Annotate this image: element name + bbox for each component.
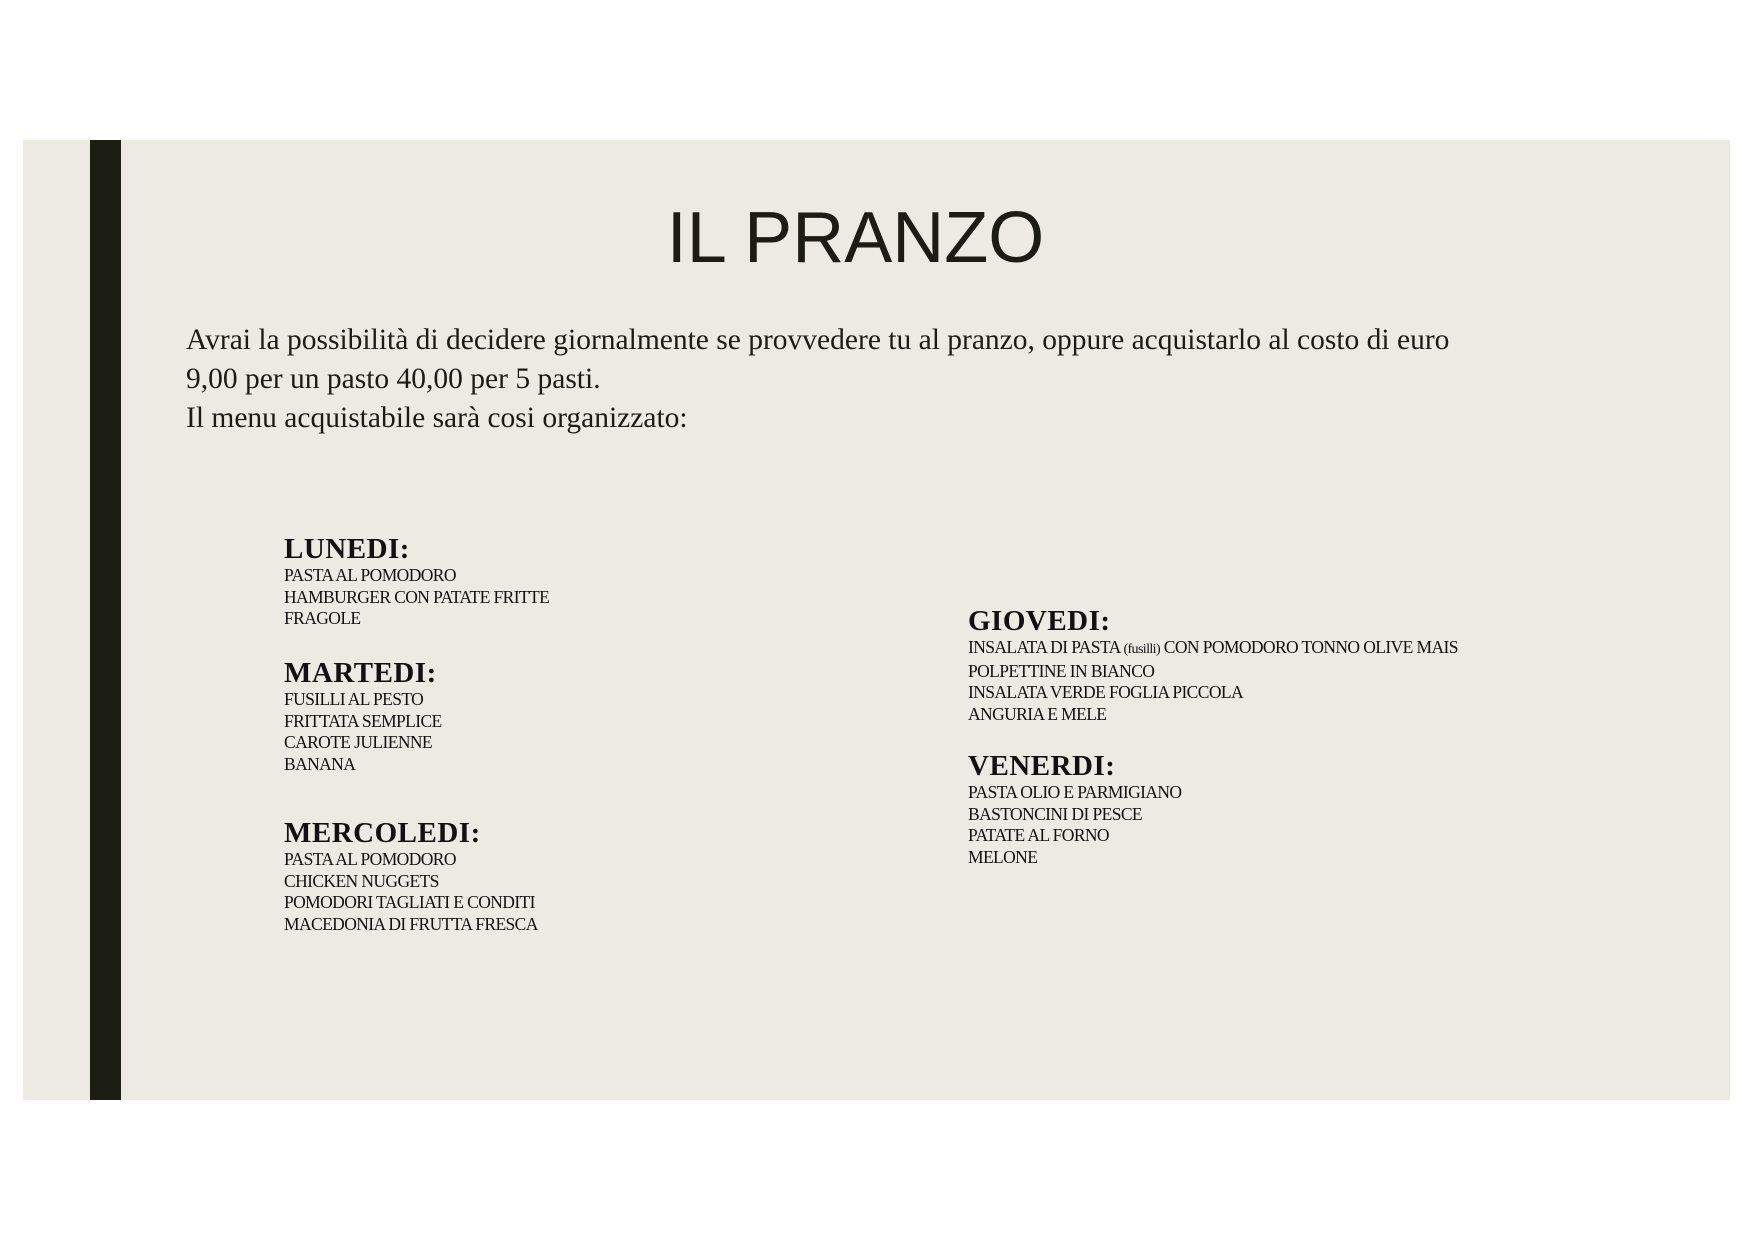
list-item: POMODORI TAGLIATI E CONDITI [284,892,535,912]
list-item: PATATE AL FORNO [968,825,1109,845]
item-text: INSALATA DI PASTA [968,637,1124,657]
list-item: PASTA AL POMODORO [284,565,456,585]
list-item: CAROTE JULIENNE [284,732,432,752]
day-items-venerdi [968,782,1181,868]
day-block-martedi [284,657,442,775]
day-title-giovedi: GIOVEDI: [968,605,1111,637]
day-title-mercoledi: MERCOLEDI: [284,817,481,849]
list-item: FRITTATA SEMPLICE [284,710,442,731]
day-title-martedi: MARTEDI: [284,657,437,689]
day-title-lunedi: LUNEDI: [284,533,410,565]
intro-paragraph [186,321,1606,438]
list-item: PASTA OLIO E PARMIGIANO [968,782,1182,802]
list-item: POLPETTINE IN BIANCO [968,660,1155,681]
day-block-venerdi [968,750,1181,868]
list-item: FRAGOLE [284,608,361,628]
accent-bar [90,140,121,1100]
day-items-mercoledi [284,849,538,935]
day-block-lunedi [284,533,549,630]
slide [23,140,1730,1100]
day-items-giovedi [968,637,1458,725]
list-item: MELONE [968,846,1038,867]
list-item: ANGURIA E MELE [968,703,1107,724]
item-text: CON POMODORO TONNO OLIVE MAIS [1160,637,1458,657]
day-items-lunedi [284,565,549,630]
list-item: MACEDONIA DI FRUTTA FRESCA [284,913,538,934]
page-title: IL PRANZO [666,198,1045,278]
day-items-martedi [284,689,442,775]
list-item: FUSILLI AL PESTO [284,689,424,709]
day-block-mercoledi [284,817,538,935]
list-item: INSALATA VERDE FOGLIA PICCOLA [968,682,1243,702]
item-note: (fusilli) [1123,642,1161,657]
intro-line-2: 9,00 per un pasto 40,00 per 5 pasti. [186,363,601,395]
list-item [968,637,1458,661]
intro-line-3: Il menu acquistabile sarà cosi organizzato: [186,402,688,434]
list-item: BASTONCINI DI PESCE [968,803,1142,824]
day-block-giovedi [968,605,1458,725]
list-item: PASTA AL POMODORO [284,849,456,869]
day-title-venerdi: VENERDI: [968,750,1116,782]
list-item: HAMBURGER CON PATATE FRITTE [284,586,550,607]
list-item: CHICKEN NUGGETS [284,870,439,891]
list-item: BANANA [284,753,356,774]
intro-line-1: Avrai la possibilità di decidere giornalmente se provvedere tu al pranzo, oppure acquistarlo al costo di euro [186,324,1450,356]
